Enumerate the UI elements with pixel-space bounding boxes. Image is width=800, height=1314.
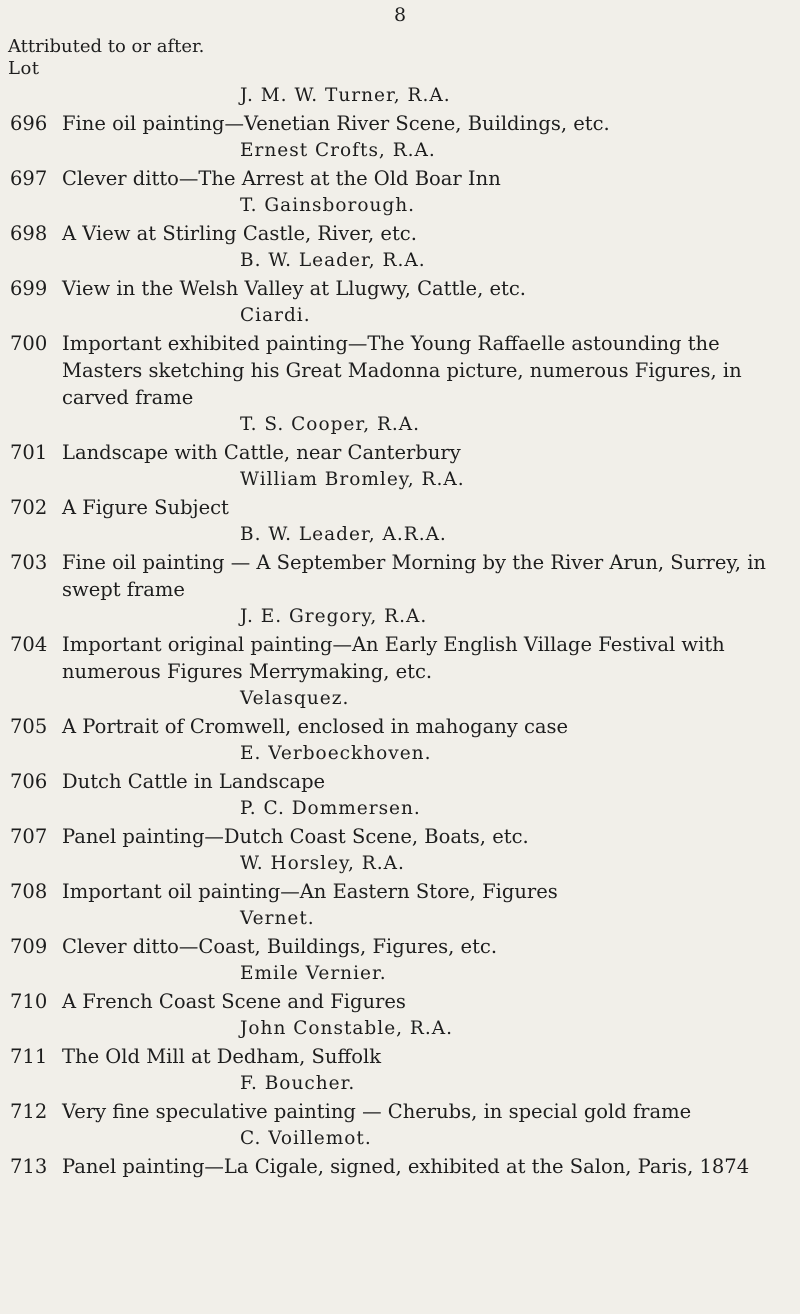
lot-artist: Vernet.: [240, 908, 315, 929]
lot-number: 704: [10, 633, 48, 656]
lot-number: 712: [10, 1100, 48, 1123]
lot-description: Important oil painting—An Eastern Store, Figures: [62, 880, 558, 903]
lot-entry: [0, 740, 800, 795]
lot-artist: John Constable, R.A.: [240, 1018, 453, 1039]
lot-entry: [0, 192, 800, 247]
lot-entry: [0, 685, 800, 740]
lot-number: 699: [10, 277, 48, 300]
lot-description: Important original painting—An Early English Village Festival with numerous Figures Merrymaking, etc.: [62, 633, 725, 683]
lot-number: 713: [10, 1155, 48, 1178]
lot-entry: [0, 850, 800, 905]
lot-description: A Figure Subject: [62, 496, 229, 519]
lot-artist: Velasquez.: [240, 688, 350, 709]
lot-artist: C. Voillemot.: [240, 1128, 372, 1149]
lot-number: 705: [10, 715, 48, 738]
lot-description: The Old Mill at Dedham, Suffolk: [62, 1045, 382, 1068]
lot-artist: T. S. Cooper, R.A.: [240, 414, 421, 435]
page-number: 8: [393, 4, 407, 26]
lot-artist: E. Verboeckhoven.: [240, 743, 432, 764]
lot-number: 698: [10, 222, 48, 245]
lot-description: Important exhibited painting—The Young Raffaelle astounding the Masters sketching his Great Madonna picture, numerous Figures, in carved frame: [62, 332, 742, 409]
lot-artist: B. W. Leader, R.A.: [240, 250, 426, 271]
lot-entry: [0, 302, 800, 411]
lot-description: View in the Welsh Valley at Llugwy, Cattle, etc.: [62, 277, 526, 300]
lot-column-header: Lot: [8, 58, 40, 79]
lot-artist: P. C. Dommersen.: [240, 798, 421, 819]
lot-description: Landscape with Cattle, near Canterbury: [62, 441, 461, 464]
lot-number: 700: [10, 332, 48, 355]
lot-entry: [0, 411, 800, 466]
lot-description: Fine oil painting—Venetian River Scene, Buildings, etc.: [62, 112, 610, 135]
lot-number: 696: [10, 112, 48, 135]
lot-entry: [0, 603, 800, 685]
lot-artist: Ciardi.: [240, 305, 311, 326]
lot-number: 711: [10, 1045, 48, 1068]
section-heading: Attributed to or after.: [8, 36, 205, 57]
lot-description: Fine oil painting — A September Morning by the River Arun, Surrey, in swept frame: [62, 551, 766, 601]
lot-entry: [0, 960, 800, 1015]
lot-artist: Ernest Crofts, R.A.: [240, 140, 436, 161]
lot-number: 709: [10, 935, 48, 958]
lot-artist: Emile Vernier.: [240, 963, 387, 984]
lot-description: Dutch Cattle in Landscape: [62, 770, 326, 793]
lot-entry: [0, 521, 800, 603]
lot-entry: [0, 905, 800, 960]
lot-artist: J. M. W. Turner, R.A.: [240, 85, 451, 106]
lot-artist: T. Gainsborough.: [240, 195, 416, 216]
lot-artist: F. Boucher.: [240, 1073, 356, 1094]
lot-number: 701: [10, 441, 48, 464]
lot-number: 707: [10, 825, 48, 848]
lot-number: 710: [10, 990, 48, 1013]
lot-entry: [0, 1070, 800, 1125]
lot-description: Panel painting—La Cigale, signed, exhibited at the Salon, Paris, 1874: [62, 1155, 750, 1178]
lot-description: Clever ditto—Coast, Buildings, Figures, etc.: [62, 935, 498, 958]
lot-number: 697: [10, 167, 48, 190]
lot-artist: William Bromley, R.A.: [240, 469, 465, 490]
lot-number: 702: [10, 496, 48, 519]
lot-entry: [0, 137, 800, 192]
lot-list: [0, 82, 800, 1180]
lot-description: A View at Stirling Castle, River, etc.: [62, 222, 417, 245]
lot-artist: W. Horsley, R.A.: [240, 853, 405, 874]
lot-number: 703: [10, 551, 48, 574]
lot-entry: [0, 795, 800, 850]
lot-description: Clever ditto—The Arrest at the Old Boar Inn: [62, 167, 501, 190]
lot-entry: [0, 247, 800, 302]
lot-entry: [0, 466, 800, 521]
lot-entry: [0, 82, 800, 137]
lot-description: A Portrait of Cromwell, enclosed in mahogany case: [62, 715, 569, 738]
lot-description: Very fine speculative painting — Cherubs, in special gold frame: [62, 1100, 692, 1123]
lot-number: 706: [10, 770, 48, 793]
lot-artist: B. W. Leader, A.R.A.: [240, 524, 447, 545]
lot-artist: J. E. Gregory, R.A.: [240, 606, 428, 627]
lot-description: Panel painting—Dutch Coast Scene, Boats, etc.: [62, 825, 529, 848]
lot-number: 708: [10, 880, 48, 903]
lot-entry: [0, 1125, 800, 1180]
lot-description: A French Coast Scene and Figures: [62, 990, 406, 1013]
lot-entry: [0, 1015, 800, 1070]
